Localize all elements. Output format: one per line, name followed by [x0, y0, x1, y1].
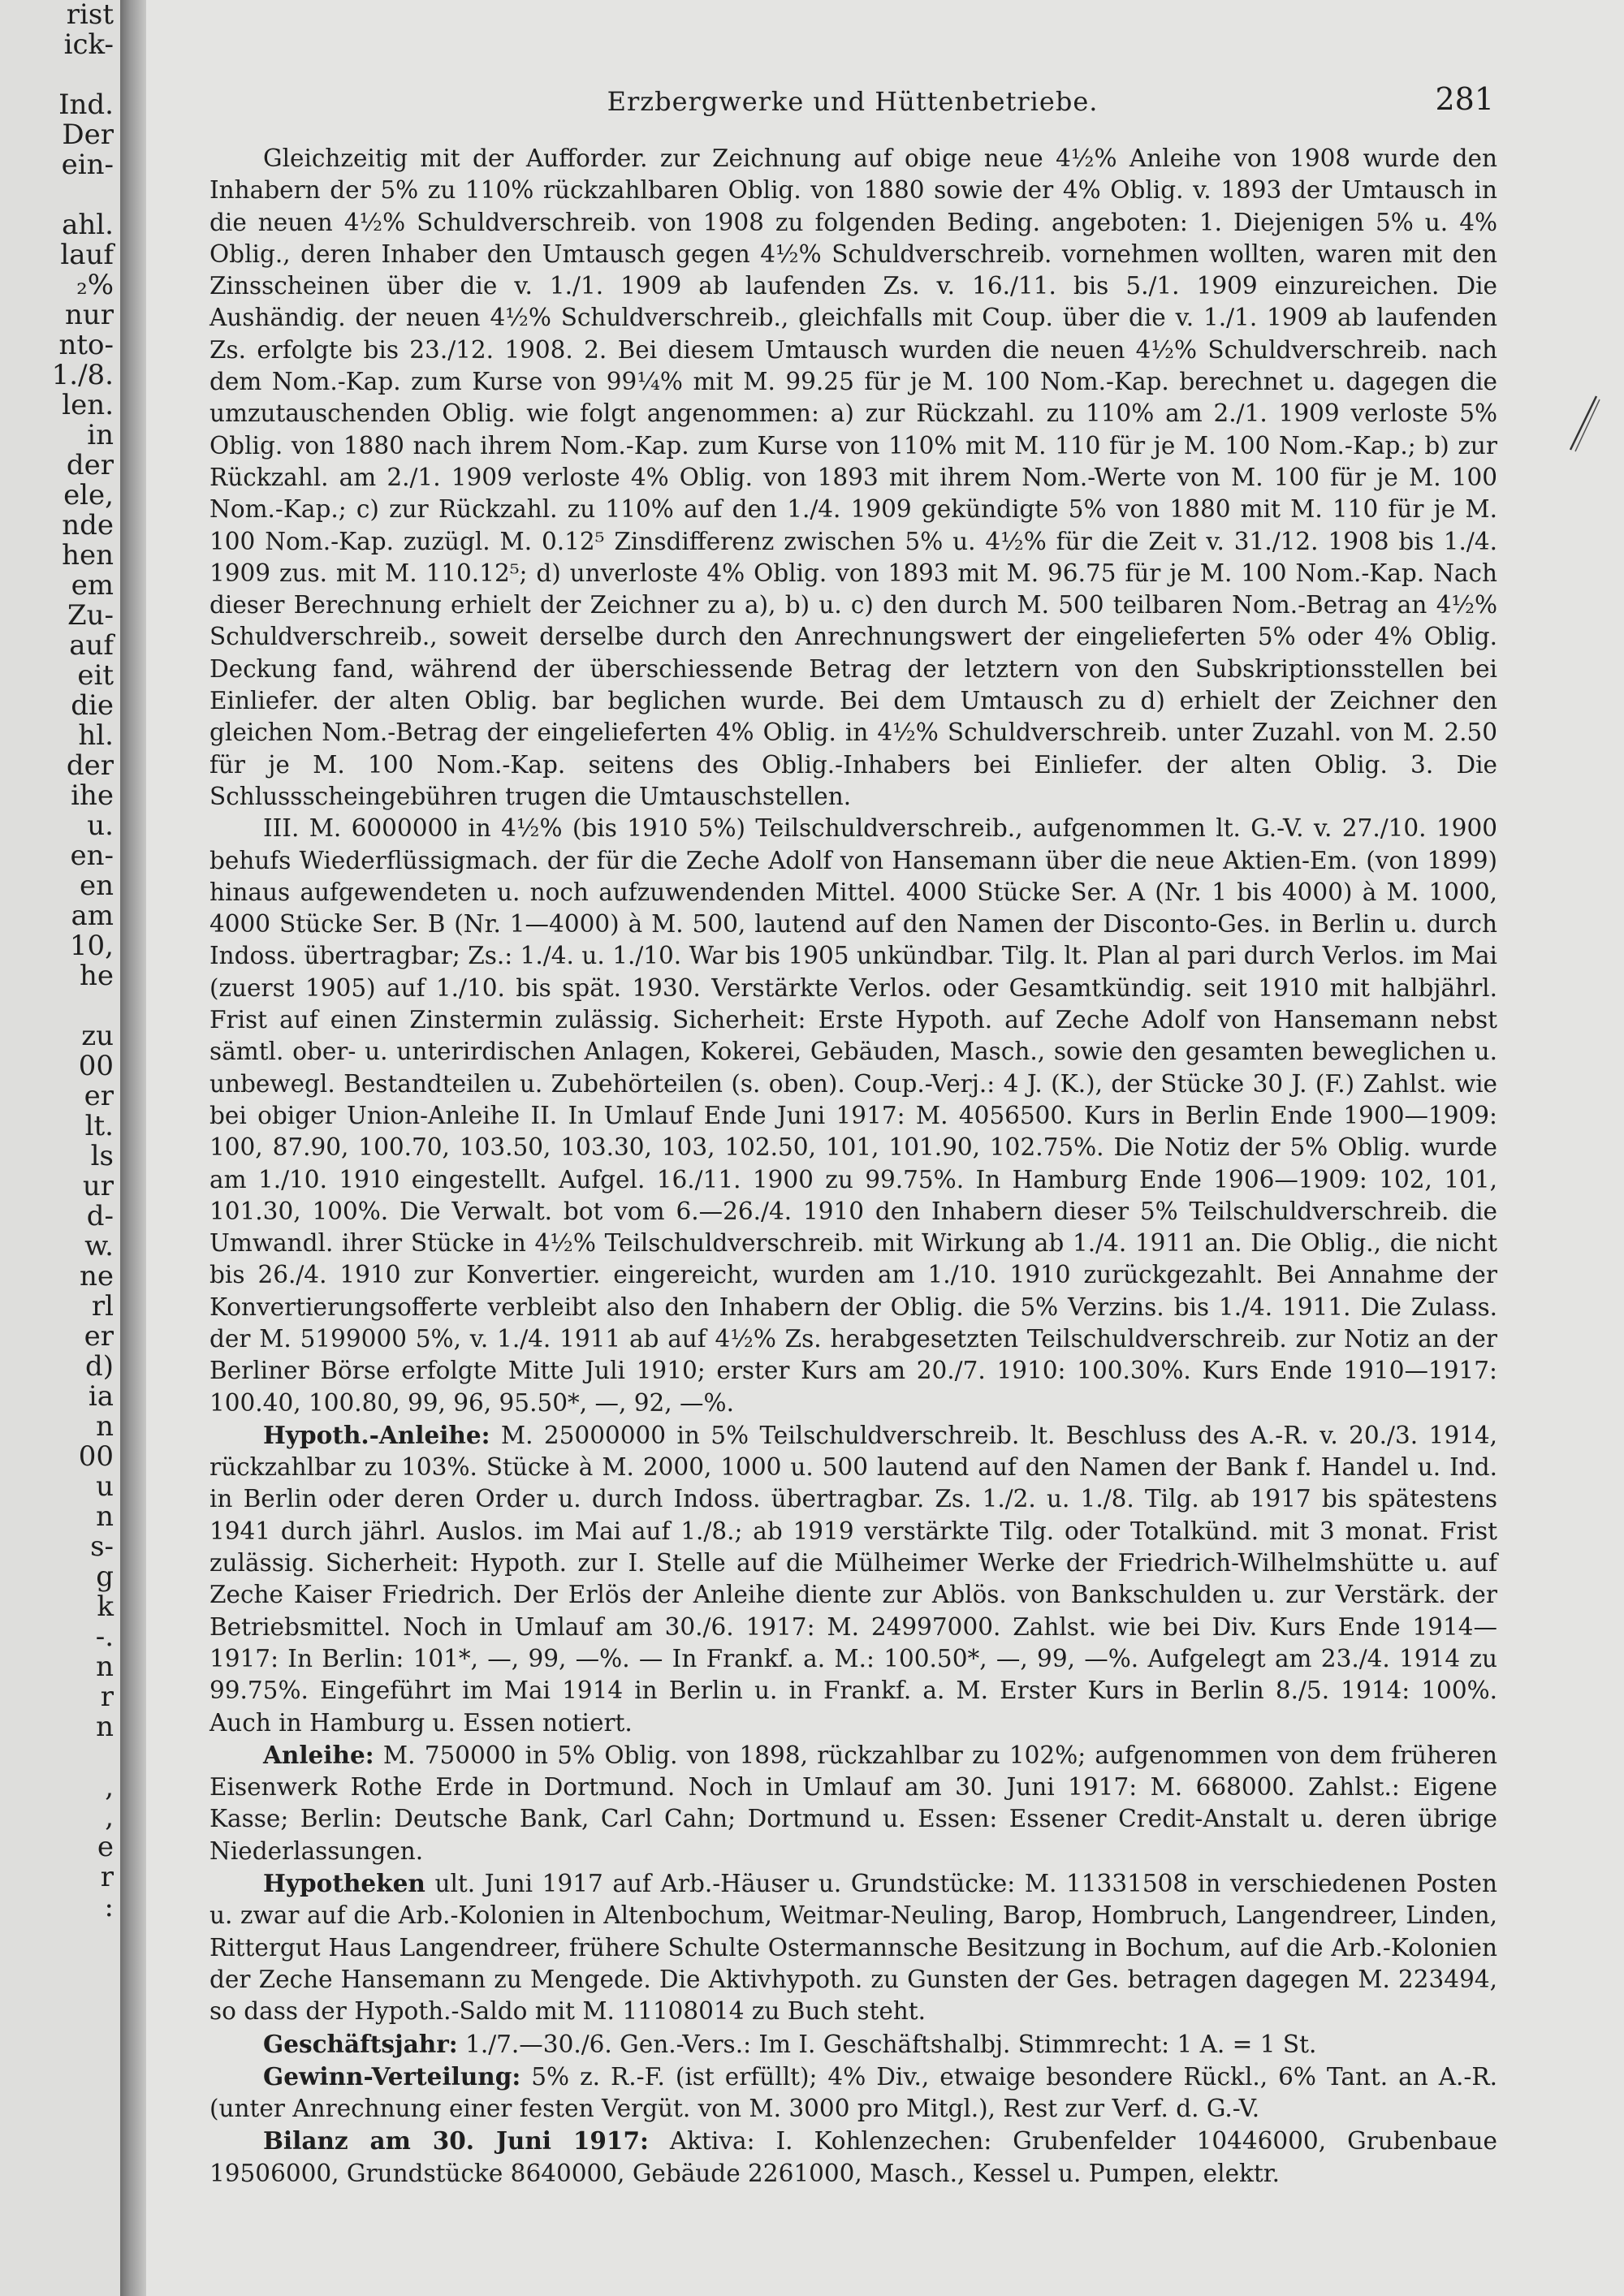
adjacent-page-fragment-line: k [97, 1590, 114, 1623]
adjacent-page-fragment-line: lt. [84, 1110, 114, 1142]
adjacent-page-fragment-line: der [66, 449, 114, 481]
adjacent-page-fragment-line: 1./8. [51, 359, 114, 391]
paragraph-text: M. 750000 in 5% Oblig. von 1898, rückzahlbar zu 102%; aufgenommen von dem früheren Eisenwerk Rothe Erde in Dortmund. Noch in Umlauf am 30. Juni 1917: M. 668000. Zahlst.: Eigene Kasse; Berlin: Deutsche Bank, Carl Cahn; Dortmund u. Essen: Essener Credit-Anstalt u. deren übrige Niederlassungen. [209, 1741, 1497, 1865]
paragraph-text: Aktiva: I. Kohlenzechen: Grubenfelder 10446000, Grubenbaue 19506000, Grundstücke 8640000, Gebäude 2261000, Masch., Kessel u. Pumpen, elektr. [209, 2127, 1498, 2187]
paragraph-p3 [209, 1419, 1497, 1739]
paragraph-p6 [209, 2028, 1497, 2061]
adjacent-page-fragment-line: s- [90, 1530, 114, 1563]
paragraph-p4 [209, 1739, 1497, 1867]
adjacent-page-fragment-line: rist [66, 0, 114, 31]
adjacent-page-fragment-line: der [66, 749, 114, 782]
paragraph-label: Anleihe: [263, 1740, 374, 1769]
book-gutter [120, 0, 146, 2296]
adjacent-page-fragment [0, 0, 120, 2296]
adjacent-page-fragment-line: 00 [78, 1050, 114, 1082]
adjacent-page-fragment-line: em [71, 569, 114, 602]
paragraph-text: M. 25000000 in 5% Teilschuldverschreib. lt. Beschluss des A.-R. v. 20./3. 1914, rückzahlbar zu 103%. Stücke à M. 2000, 1000 u. 500 lautend auf den Namen der Bank f. Handel u. Ind. in Berlin oder deren Order u. durch Indoss. übertragbar. Zs. 1./2. u. 1./8. Tilg. ab 1917 bis spätestens 1941 durch jährl. Auslos. im Mai auf 1./8.; ab 1919 verstärkte Tilg. oder Totalkünd. mit 3 monat. Frist zulässig. Sicherheit: Hypoth. zur I. Stelle auf die Mülheimer Werke der Friedrich-Wilhelmshütte u. auf Zeche Kaiser Friedrich. Der Erlös der Anleihe diente zur Ablös. von Bankschulden u. zur Verstärk. der Betriebsmittel. Noch in Umlauf am 30./6. 1917: M. 24997000. Zahlst. wie bei Div. Kurs Ende 1914—1917: In Berlin: 101*, —, 99, —%. — In Frankf. a. M.: 100.50*, —, 99, —%. Aufgelegt am 23./4. 1914 zu 99.75%. Eingeführt im Mai 1914 in Berlin u. in Frankf. a. M. Erster Kurs in Berlin 8./5. 1914: 100%. Auch in Hamburg u. Essen notiert. [209, 1421, 1497, 1737]
adjacent-page-fragment-line: en- [70, 839, 114, 872]
paragraph-label: Bilanz am 30. Juni 1917: [263, 2126, 649, 2156]
body-text [209, 143, 1497, 2190]
adjacent-page-fragment-line: ahl. [62, 209, 114, 241]
adjacent-page-fragment-line: d- [86, 1200, 114, 1232]
adjacent-page-fragment-line: ne [79, 1260, 114, 1293]
paragraph-p8 [209, 2125, 1497, 2190]
adjacent-page-fragment-line: eit [77, 659, 114, 692]
paragraph-label: Gewinn-Verteilung: [263, 2061, 521, 2091]
paragraph-text: III. M. 6000000 in 4½% (bis 1910 5%) Teilschuldverschreib., aufgenommen lt. G.-V. v. 27./10. 1900 behufs Wiederflüssigmach. der für die Zeche Adolf von Hansemann über die neue Aktien-Em. (von 1899) hinaus aufgewendeten u. noch aufzuwendenden Mittel. 4000 Stücke Ser. A (Nr. 1 bis 4000) à M. 1000, 4000 Stücke Ser. B (Nr. 1—4000) à M. 500, lautend auf den Namen der Disconto-Ges. in Berlin u. durch Indoss. übertragbar; Zs.: 1./4. u. 1./10. War bis 1905 unkündbar. Tilg. lt. Plan al pari durch Verlos. im Mai (zuerst 1905) auf 1./10. bis spät. 1930. Verstärkte Verlos. oder Gesamtkündig. seit 1910 mit halbjährl. Frist auf einen Zinstermin zulässig. Sicherheit: Erste Hypoth. auf Zeche Adolf von Hansemann nebst sämtl. ober- u. unterirdischen Anlagen, Kokerei, Gebäuden, Masch., sowie den gesamten beweglichen u. unbewegl. Bestandteilen u. Zubehörteilen (s. oben). Coup.-Verj.: 4 J. (K.), der Stücke 30 J. (F.) Zahlst. wie bei obiger Union-Anleihe II. In Umlauf Ende Juni 1917: M. 4056500. Kurs in Berlin Ende 1900—1909: 100, 87.90, 100.70, 103.50, 103.30, 103, 102.50, 101, 101.90, 102.75%. Die Notiz der 5% Oblig. wurde am 1./10. 1910 eingestellt. Aufgel. 16./11. 1900 zu 99.75%. In Hamburg Ende 1906—1909: 102, 101, 101.30, 100%. Die Verwalt. bot vom 6.—26./4. 1910 den Inhabern dieser 5% Teilschuldverschreib. die Umwandl. ihrer Stücke in 4½% Teilschuldverschreib. mit Wirkung ab 1./4. 1911 an. Die Oblig., die nicht bis 26./4. 1910 zur Konvertier. eingereicht, wurden am 1./10. 1910 zurückgezahlt. Bei Annahme der Konvertierungsofferte verbleibt also den Inhabern der Oblig. die 5% Verzins. bis 1./4. 1911. Die Zulass. der M. 5199000 5%, v. 1./4. 1911 ab auf 4½% Zs. herabgesetzten Teilschuldverschreib. zur Notiz an der Berliner Börse erfolgte Mitte Juli 1910; erster Kurs am 20./7. 1910: 100.30%. Kurs Ende 1910—1917: 100.40, 100.80, 99, 96, 95.50*, —, 92, —%. [209, 814, 1497, 1417]
adjacent-page-fragment-line: en [79, 870, 114, 902]
paragraph-label: Hypotheken [263, 1869, 425, 1898]
page-number: 281 [1435, 81, 1494, 117]
adjacent-page-fragment-line: e [97, 1831, 114, 1863]
adjacent-page-fragment-line: u. [87, 809, 114, 842]
paragraph-text: 5% z. R.-F. (ist erfüllt); 4% Div., etwaige besondere Rückl., 6% Tant. an A.-R. (unter Anrechnung einer festen Vergüt. von M. 3000 pro Mitgl.), Rest zur Verf. d. G.-V. [209, 2062, 1497, 2123]
adjacent-page-fragment-line: r [100, 1681, 114, 1713]
adjacent-page-fragment-line: Ind. [58, 88, 114, 121]
adjacent-page-fragment-line: er [84, 1080, 114, 1112]
paragraph-p7 [209, 2061, 1497, 2126]
pen-mark-icon [1559, 391, 1608, 456]
adjacent-page-fragment-line: hen [62, 539, 114, 572]
page-header [211, 81, 1494, 122]
adjacent-page-fragment-line: lauf [60, 239, 114, 271]
adjacent-page-fragment-line: er [84, 1320, 114, 1353]
adjacent-page-fragment-line: -. [95, 1621, 114, 1653]
adjacent-page-fragment-line: he [79, 960, 114, 992]
paragraph-text: Gleichzeitig mit der Aufforder. zur Zeichnung auf obige neue 4½% Anleihe von 1908 wurde den Inhabern der 5% zu 110% rückzahlbaren Oblig. von 1880 sowie der 4% Oblig. v. 1893 der Umtausch in die neuen 4½% Schuldverschreib. von 1908 zu folgenden Beding. angeboten: 1. Diejenigen 5% u. 4% Oblig., deren Inhaber den Umtausch gegen 4½% Schuldverschreib. vornehmen wollten, waren mit den Zinsscheinen über die v. 1./1. 1909 ab laufenden Zs. v. 16./11. bis 5./1. 1909 einzureichen. Die Aushändig. der neuen 4½% Schuldverschreib., gleichfalls mit Coup. über die v. 1./1. 1909 ab laufenden Zs. erfolgte bis 23./12. 1908. 2. Bei diesem Umtausch wurden die neuen 4½% Schuldverschreib. nach dem Nom.-Kap. zum Kurse von 99¼% mit M. 99.25 für je M. 100 Nom.-Kap. berechnet u. dagegen die umzutauschenden Oblig. wie folgt angenommen: a) zur Rückzahl. zu 110% am 2./1. 1909 verloste 5% Oblig. von 1880 nach ihrem Nom.-Kap. zum Kurse von 110% mit M. 110 für je M. 100 Nom.-Kap.; b) zur Rückzahl. am 2./1. 1909 verloste 4% Oblig. von 1893 mit ihrem Nom.-Werte von M. 100 für je M. 100 Nom.-Kap.; c) zur Rückzahl. zu 110% auf den 1./4. 1909 gekündigte 5% von 1880 mit M. 110 für je M. 100 Nom.-Kap. zuzügl. M. 0.12⁵ Zinsdifferenz zwischen 5% u. 4½% für die Zeit v. 31./12. 1908 bis 1./4. 1909 zus. mit M. 110.12⁵; d) unverloste 4% Oblig. von 1893 mit M. 96.75 für je M. 100 Nom.-Kap. Nach dieser Berechnung erhielt der Zeichner zu a), b) u. c) den durch M. 500 teilbaren Nom.-Betrag an 4½% Schuldverschreib., soweit derselbe durch den Anrechnungswert der eingelieferten 5% oder 4% Oblig. Deckung fand, während der überschiessende Betrag der letztern von den Subskriptionsstellen bei Einliefer. der alten Oblig. bar beglichen wurde. Bei dem Umtausch zu d) erhielt der Zeichner den gleichen Nom.-Betrag der eingelieferten 4% Oblig. in 4½% Schuldverschreib. unter Zuzahl. von M. 2.50 für je M. 100 Nom.-Kap. seitens des Oblig.-Inhabers bei Einliefer. der alten Oblig. 3. Die Schlussscheingebühren trugen die Umtauschstellen. [209, 145, 1497, 810]
adjacent-page-fragment-line: Zu- [67, 599, 114, 632]
adjacent-page-fragment-line: n [96, 1711, 114, 1743]
adjacent-page-fragment-line: , [105, 1801, 114, 1833]
paragraph-p5 [209, 1867, 1497, 2027]
adjacent-page-fragment-line: d) [84, 1350, 114, 1383]
adjacent-page-fragment-line: nde [62, 509, 114, 542]
adjacent-page-fragment-line: : [104, 1891, 114, 1923]
adjacent-page-fragment-line: ls [90, 1140, 114, 1172]
adjacent-page-fragment-line: nur [64, 299, 114, 331]
adjacent-page-fragment-line: len. [62, 389, 114, 421]
adjacent-page-fragment-line [0, 1742, 120, 1772]
adjacent-page-fragment-line: 10, [69, 930, 114, 962]
adjacent-page-fragment-line: , [105, 1771, 114, 1803]
adjacent-page-fragment-line: u [96, 1470, 114, 1503]
adjacent-page-fragment-line: ur [82, 1170, 114, 1202]
paragraph-text: ult. Juni 1917 auf Arb.-Häuser u. Grundstücke: M. 11331508 in verschiedenen Posten u. zwar auf die Arb.-Kolonien in Altenbochum, Weitmar-Neuling, Barop, Hombruch, Langendreer, Linden, Rittergut Haus Langendreer, frühere Schulte Ostermannsche Besitzung in Bochum, auf die Arb.-Kolonien der Zeche Hansemann zu Mengede. Die Aktivhypoth. zu Gunsten der Ges. betragen dagegen M. 223494, so dass der Hypoth.-Saldo mit M. 11108014 zu Buch steht. [209, 1870, 1497, 2026]
adjacent-page-fragment-line [0, 991, 120, 1021]
adjacent-page-fragment-line: n [96, 1500, 114, 1533]
adjacent-page-fragment-line [0, 60, 120, 90]
adjacent-page-fragment-line: in [87, 419, 114, 451]
adjacent-page-fragment-line: ₂% [76, 269, 114, 301]
adjacent-page-fragment-line: ia [88, 1380, 114, 1413]
adjacent-page-fragment-line: hl. [78, 719, 114, 752]
adjacent-page-fragment-line: n [96, 1410, 114, 1443]
adjacent-page-fragment-line: ick- [63, 28, 114, 61]
adjacent-page-fragment-line: am [71, 900, 114, 932]
adjacent-page-fragment-line: ele, [63, 479, 114, 511]
adjacent-page-fragment-line: rl [91, 1290, 114, 1323]
adjacent-page-fragment-line: Der [62, 119, 114, 151]
paragraph-text: 1./7.—30./6. Gen.-Vers.: Im I. Geschäftshalbj. Stimmrecht: 1 A. = 1 St. [457, 2030, 1317, 2058]
adjacent-page-fragment-line: die [71, 689, 114, 722]
adjacent-page-fragment-line: ein- [61, 149, 114, 181]
adjacent-page-fragment-line: r [100, 1861, 114, 1893]
adjacent-page-fragment-line: nto- [58, 329, 114, 361]
adjacent-page-fragment-line: w. [84, 1230, 114, 1262]
adjacent-page-fragment-line: zu [81, 1020, 114, 1052]
adjacent-page-fragment-line: g [96, 1560, 114, 1593]
adjacent-page-fragment-line: n [96, 1651, 114, 1683]
paragraph-p1 [209, 143, 1497, 813]
adjacent-page-fragment-line [0, 180, 120, 210]
running-head: Erzbergwerke und Hüttenbetriebe. [607, 86, 1099, 117]
paragraph-label: Hypoth.-Anleihe: [263, 1420, 490, 1449]
paragraph-p2 [209, 813, 1497, 1419]
adjacent-page-fragment-line: auf [69, 629, 114, 662]
paragraph-label: Geschäftsjahr: [263, 2029, 458, 2058]
adjacent-page-fragment-line: 00 [78, 1440, 114, 1473]
adjacent-page-fragment-line: ihe [71, 779, 114, 812]
